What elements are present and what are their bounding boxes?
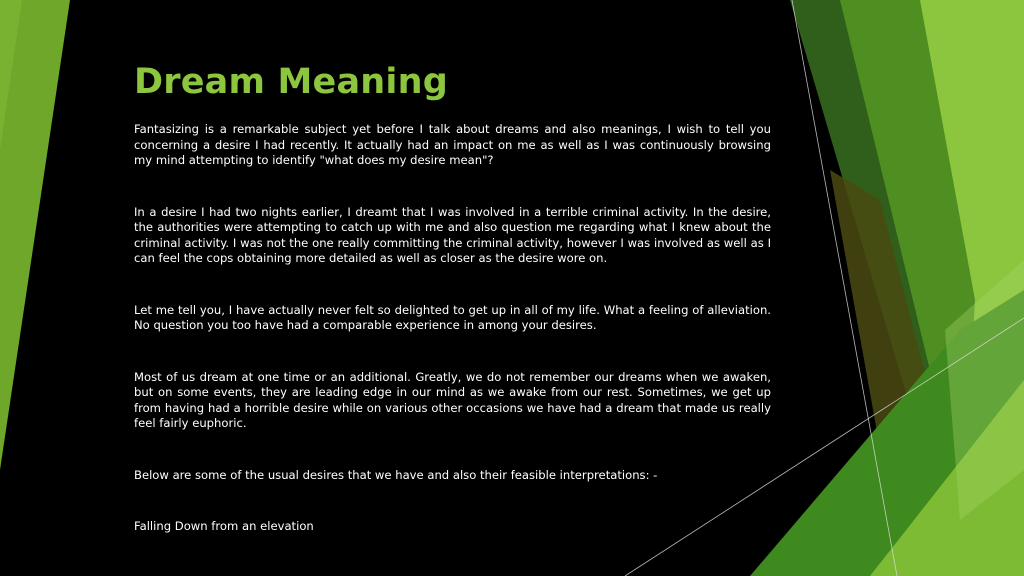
body-paragraph: Most of us dream at one time or an additional. Greatly, we do not remember our dreams when we awaken, but on some events, they are leading edge in our mind as we awake from our rest. Sometimes, we get up from having had a horrible desire while on various other occasions we have had a dream that made us really feel fairly euphoric.: [134, 369, 771, 430]
body-paragraph: Fantasizing is a remarkable subject yet before I talk about dreams and also meanings, I wish to tell you concerning a desire I had recently. It actually had an impact on me as well as I was continuously browsing my mind attempting to identify "what does my desire mean"?: [134, 122, 771, 167]
body-paragraph: Below are some of the usual desires that we have and also their feasible interpretations: -: [134, 467, 658, 482]
slide-body: [134, 122, 771, 571]
slide-title: Dream Meaning: [134, 62, 448, 102]
body-paragraph: Let me tell you, I have actually never felt so delighted to get up in all of my life. What a feeling of alleviation. No question you too have had a comparable experience in among your desires.: [134, 302, 771, 332]
body-paragraph: In a desire I had two nights earlier, I dreamt that I was involved in a terrible criminal activity. In the desire, the authorities were attempting to catch up with me and also question me regarding what I knew about the criminal activity. I was not the one really committing the criminal activity, however I was involved as well as I can feel the cops obtaining more detailed as well as closer as the desire wore on.: [134, 204, 771, 265]
body-paragraph: Falling Down from an elevation: [134, 519, 314, 533]
